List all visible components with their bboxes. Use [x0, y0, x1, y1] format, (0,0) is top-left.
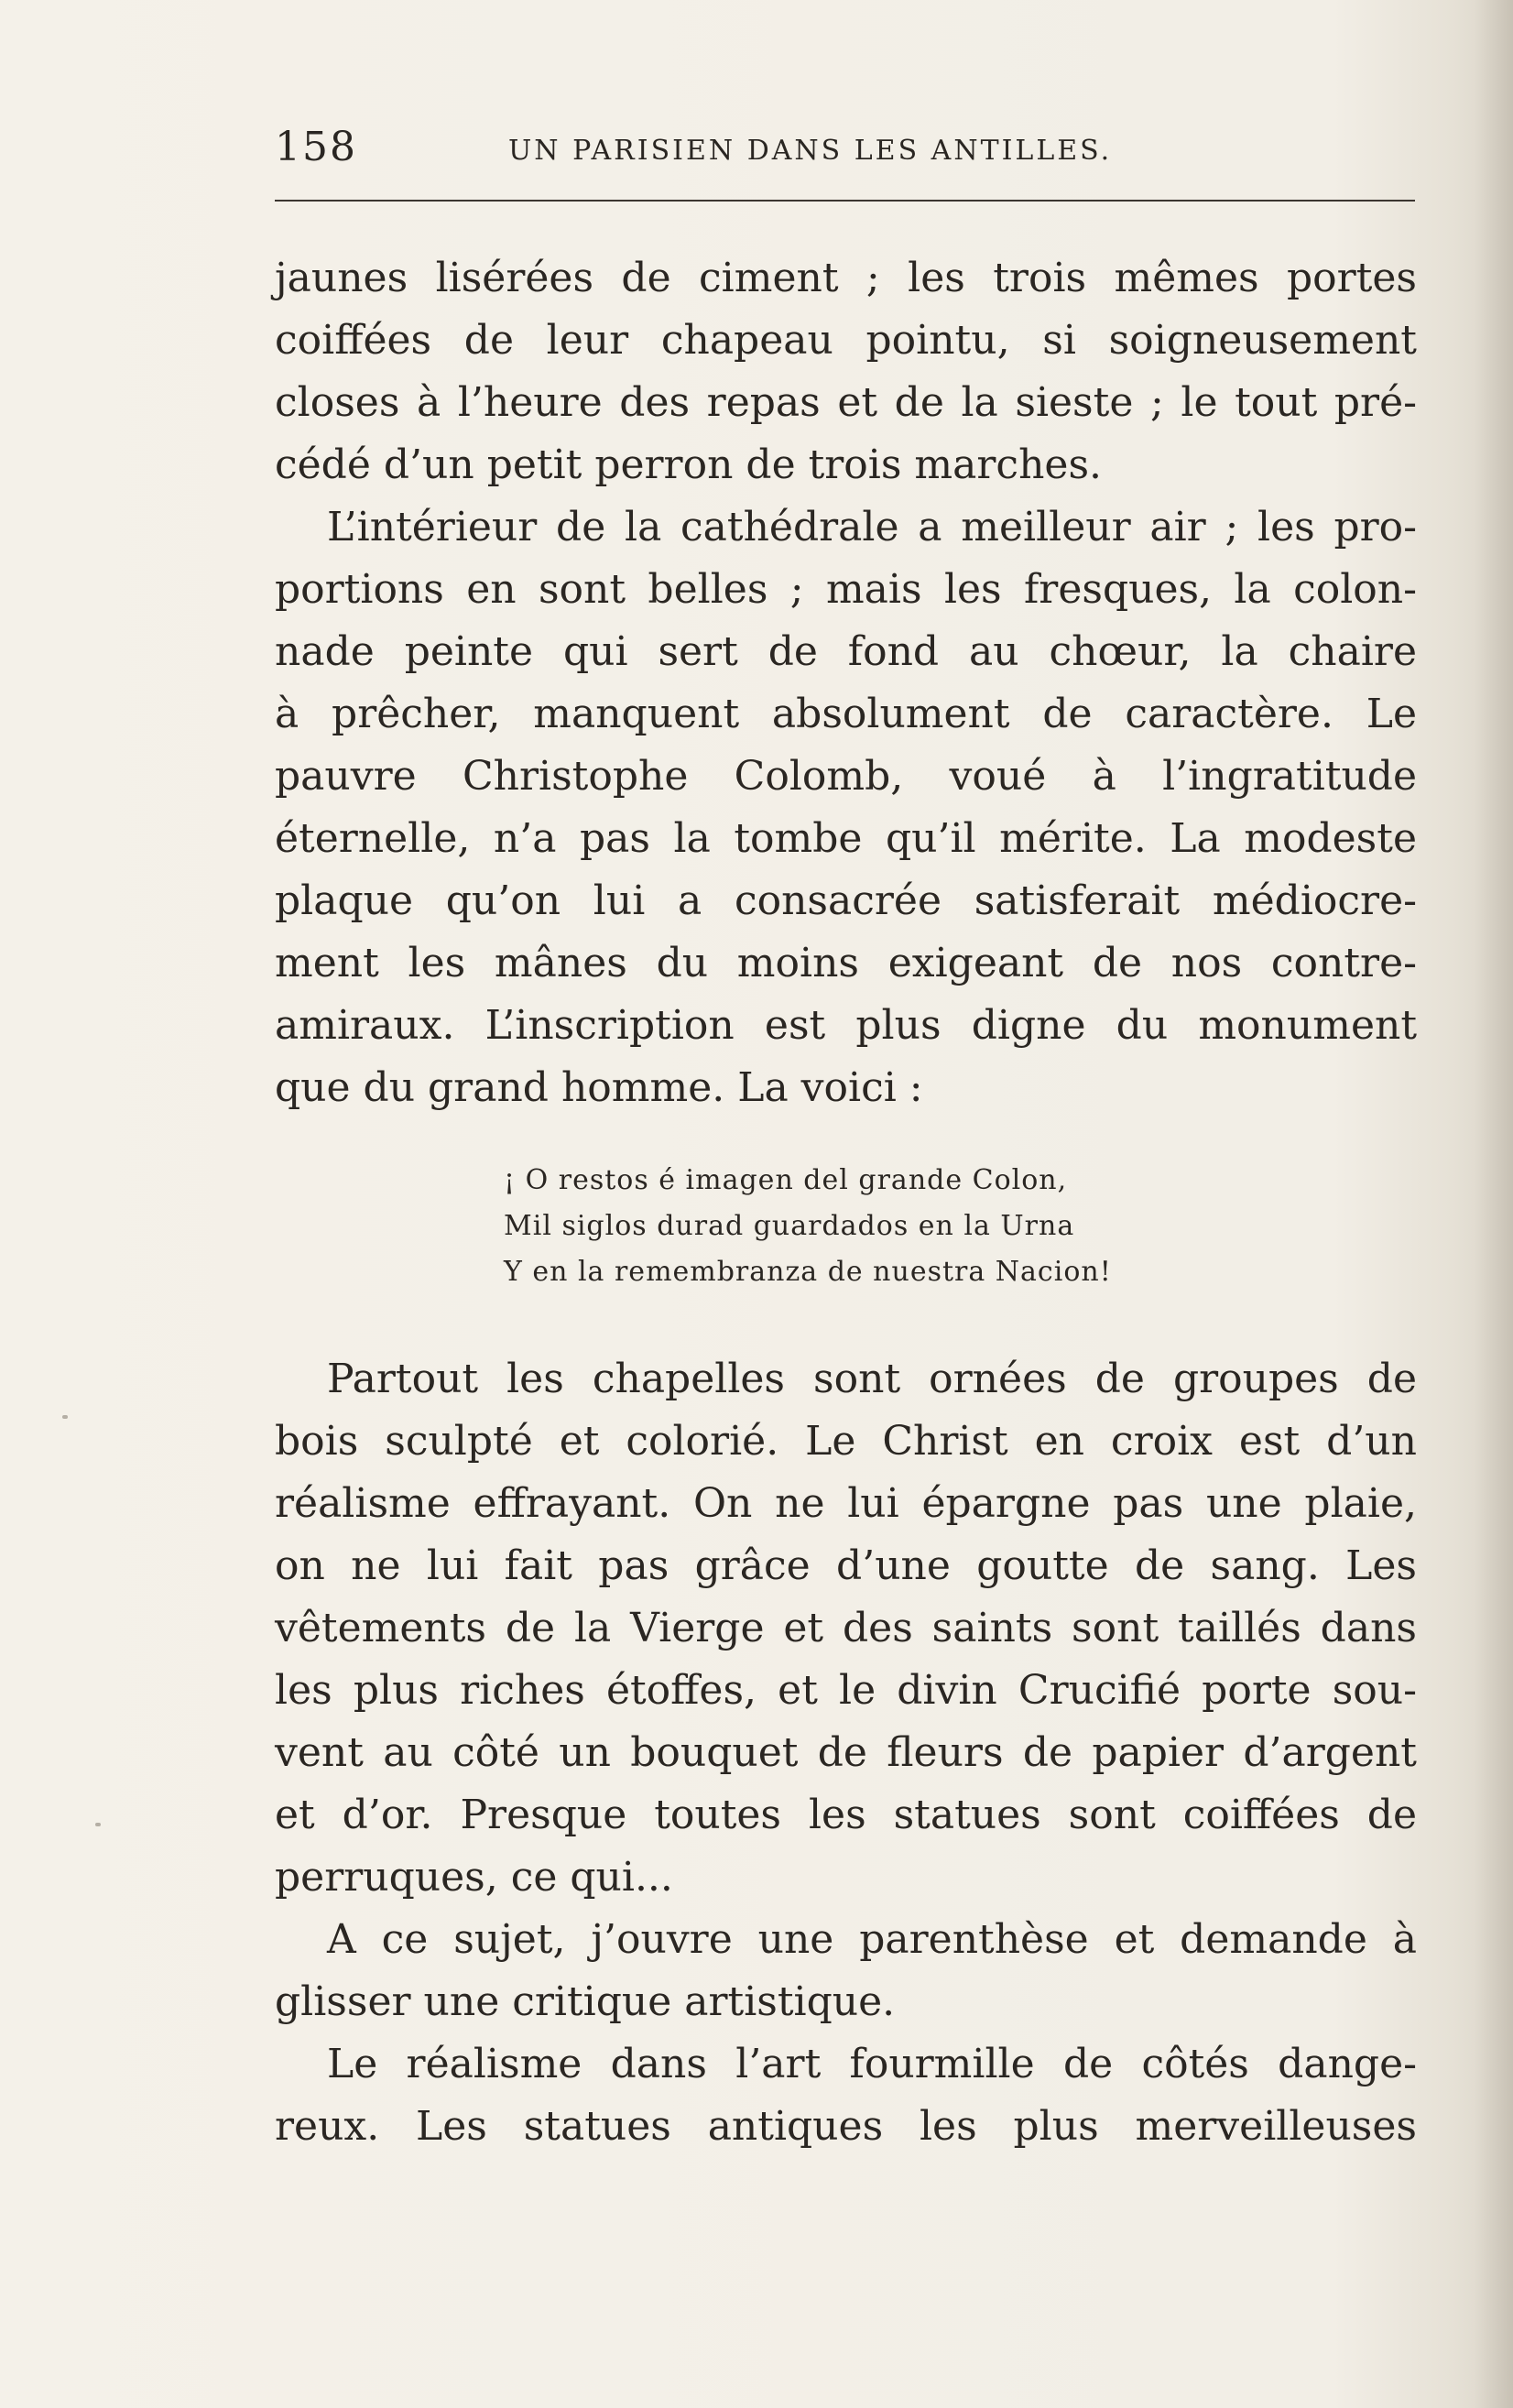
text-line: perruques, ce qui...	[275, 1854, 673, 1901]
text-line: éternelle, n’a pas la tombe qu’il mérite. La modeste	[275, 815, 1417, 862]
text-line: bois sculpté et colorié. Le Christ en croix est d’un	[275, 1418, 1417, 1465]
paragraph-1	[275, 247, 1417, 496]
inscription-verse	[275, 1158, 1417, 1295]
text-line: coiffées de leur chapeau pointu, si soigneusement	[275, 317, 1417, 364]
text-line: reux. Les statues antiques les plus merveilleuses	[275, 2103, 1417, 2150]
paper-speck	[62, 1415, 68, 1419]
text-line: Le réalisme dans l’art fourmille de côtés dange-	[327, 2041, 1417, 2087]
page-header	[275, 124, 1420, 179]
verse-line: ¡ O restos é imagen del grande Colon,	[504, 1164, 1068, 1196]
text-line: A ce sujet, j’ouvre une parenthèse et demande à	[327, 1916, 1417, 1963]
header-rule	[275, 200, 1415, 202]
text-line: nade peinte qui sert de fond au chœur, la chaire	[275, 628, 1417, 675]
body-text	[275, 247, 1417, 2158]
page-number: 158	[275, 124, 357, 170]
text-line: les plus riches étoffes, et le divin Crucifié porte sou-	[275, 1667, 1417, 1714]
text-line: on ne lui fait pas grâce d’une goutte de sang. Les	[275, 1542, 1417, 1589]
text-line: plaque qu’on lui a consacrée satisferait médiocre-	[275, 877, 1417, 924]
paragraph-3	[275, 1348, 1417, 1909]
text-line: réalisme effrayant. On ne lui épargne pas une plaie,	[275, 1480, 1417, 1527]
text-line: à prêcher, manquent absolument de caractère. Le	[275, 691, 1417, 737]
text-line: vêtements de la Vierge et des saints sont taillés dans	[275, 1605, 1417, 1651]
text-line: portions en sont belles ; mais les fresques, la colon-	[275, 566, 1417, 613]
text-line: que du grand homme. La voici :	[275, 1064, 923, 1111]
paragraph-4	[275, 1909, 1417, 2033]
paragraph-2	[275, 496, 1417, 1119]
page-edge-shadow	[1475, 0, 1513, 2408]
text-line: et d’or. Presque toutes les statues sont coiffées de	[275, 1792, 1417, 1838]
paper-speck	[95, 1823, 101, 1826]
verse-line: Y en la remembranza de nuestra Nacion!	[504, 1256, 1112, 1288]
text-line: vent au côté un bouquet de fleurs de papier d’argent	[275, 1729, 1417, 1776]
text-line: amiraux. L’inscription est plus digne du monument	[275, 1002, 1417, 1049]
text-line: L’intérieur de la cathédrale a meilleur air ; les pro-	[327, 504, 1417, 550]
verse-line: Mil siglos durad guardados en la Urna	[504, 1210, 1075, 1242]
paragraph-5	[275, 2033, 1417, 2158]
text-line: pauvre Christophe Colomb, voué à l’ingratitude	[275, 753, 1417, 800]
text-line: jaunes lisérées de ciment ; les trois mêmes portes	[275, 255, 1417, 301]
text-line: cédé d’un petit perron de trois marches.	[275, 441, 1103, 488]
running-title: UN PARISIEN DANS LES ANTILLES.	[508, 135, 1113, 167]
text-line: ment les mânes du moins exigeant de nos contre-	[275, 940, 1417, 986]
text-line: closes à l’heure des repas et de la sieste ; le tout pré-	[275, 379, 1417, 426]
text-line: Partout les chapelles sont ornées de groupes de	[327, 1356, 1417, 1402]
text-line: glisser une critique artistique.	[275, 1978, 896, 2025]
